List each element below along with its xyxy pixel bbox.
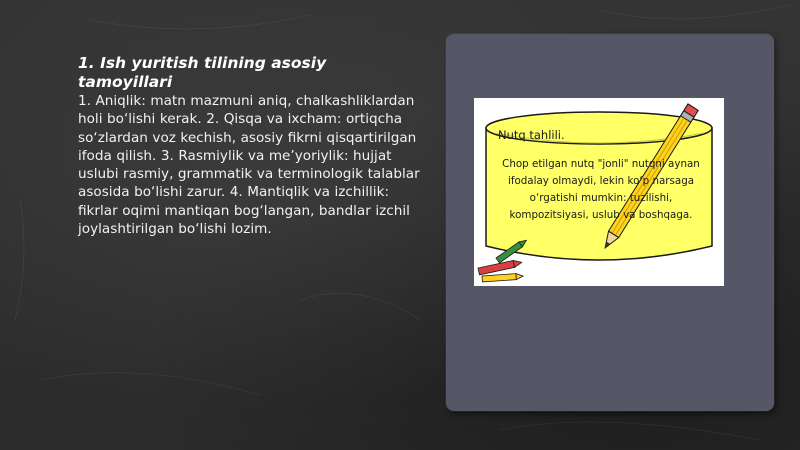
text-content <box>78 54 423 238</box>
cylinder-illustration <box>474 98 724 286</box>
illustration-text: Chop etilgan nutq "jonli" nutqni aynan ifodalay olmaydi, lekin ko‘p narsaga o‘rgatishi mumkin: tuzilishi, kompozitsiyasi, uslub va boshqaga. <box>502 158 700 221</box>
slide-title: 1. Ish yuritish tilining asosiy tamoyillari <box>78 54 327 91</box>
slide-body-text: 1. Aniqlik: matn mazmuni aniq, chalkashliklardan holi bo‘lishi kerak. 2. Qisqa va ixcham: ortiqcha so‘zlardan voz kechish, asosiy fikrni qisqartirilgan ifoda qilish. 3. Rasmiylik va me’yoriylik: hujjat uslubi rasmiy, grammatik va terminologik talablar asosida bo‘lishi zarur. 4. Mantiqlik va izchillik: fikrlar oqimi mantiqan bog‘langan, bandlar izchil joylashtirilgan bo‘lishi lozim. <box>78 93 420 238</box>
illustration-heading: Nutq tahlili. <box>498 128 565 142</box>
